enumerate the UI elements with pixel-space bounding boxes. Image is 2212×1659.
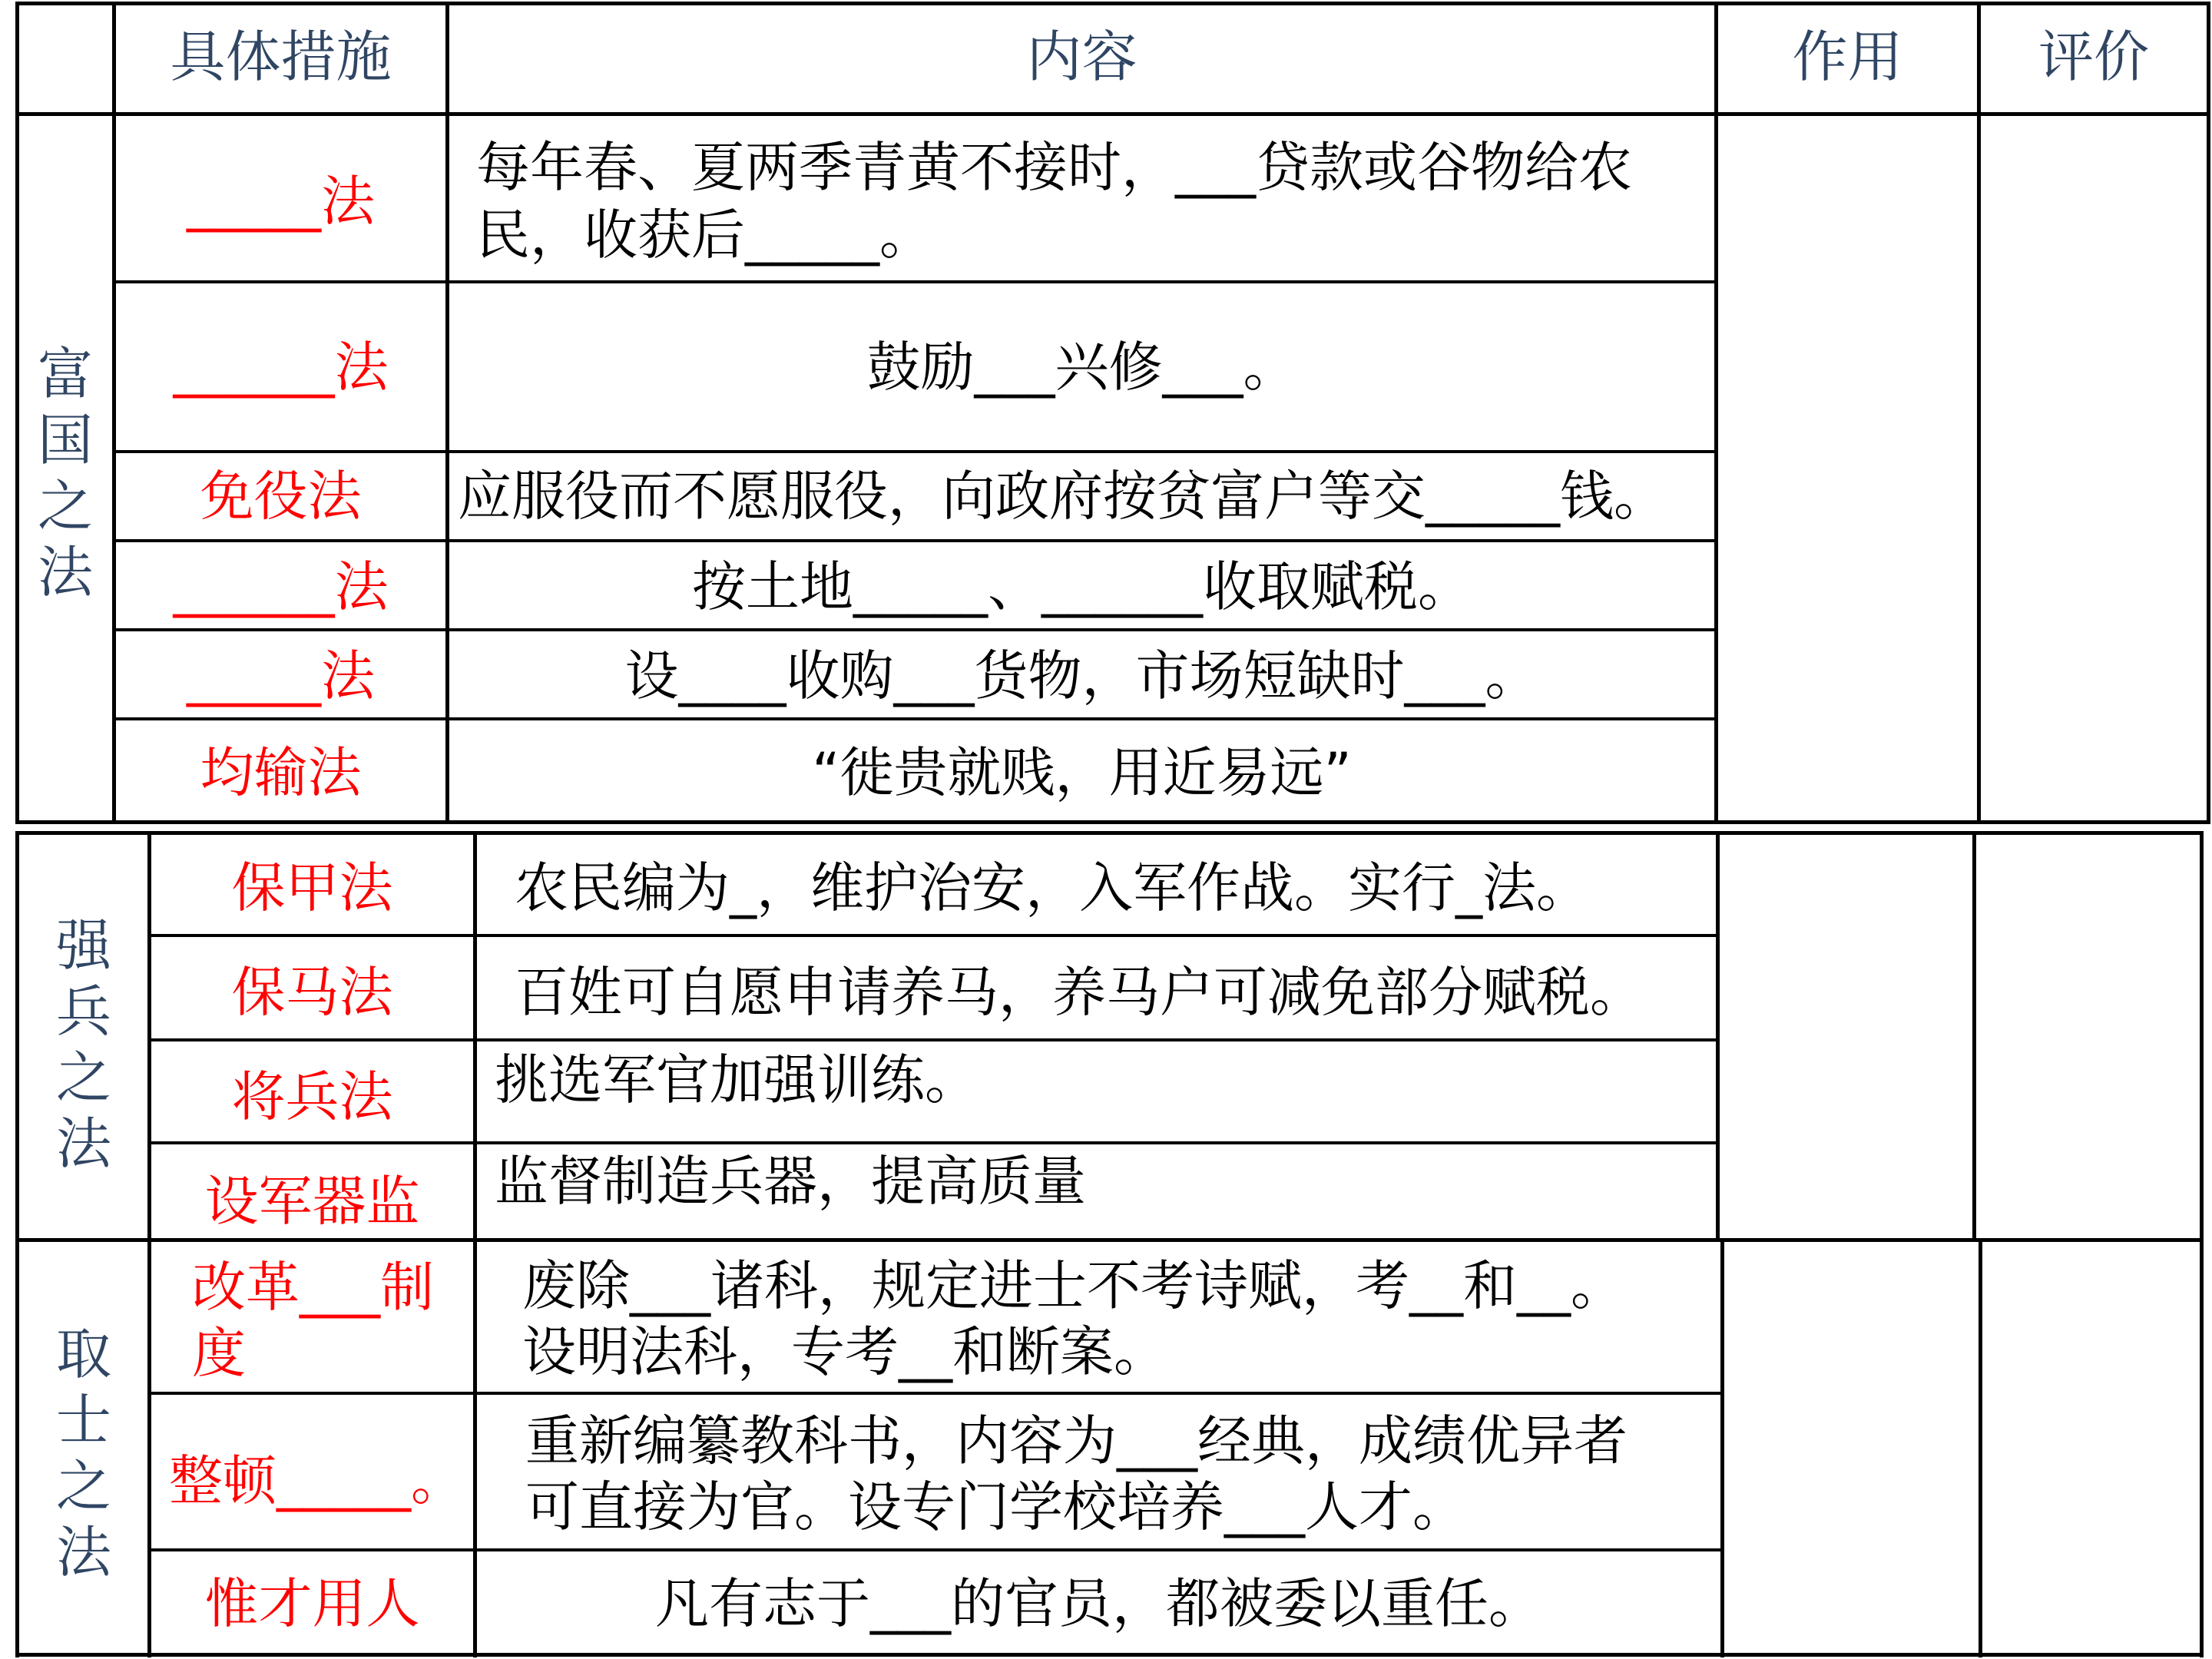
measure-cell: 整顿_____。 xyxy=(169,1449,465,1512)
header-content: 内容 xyxy=(1026,25,1137,89)
content-cell-line2: 民，收获后_____。 xyxy=(476,204,933,267)
group-label-fuguo: 富国之法 xyxy=(37,342,93,604)
content-cell: 按土地_____、______收取赋税。 xyxy=(692,555,1472,618)
header-evaluation: 评价 xyxy=(2038,25,2149,89)
measure-cell: 将兵法 xyxy=(231,1065,393,1128)
content-cell: 监督制造兵器，提高质量 xyxy=(495,1150,1086,1213)
content-cell: 百姓可自愿申请养马，养马户可减免部分赋税。 xyxy=(515,961,1644,1024)
measure-cell: 均输法 xyxy=(200,741,362,804)
measure-cell: 免役法 xyxy=(200,465,362,528)
measure-cell-line2: 度 xyxy=(192,1322,246,1385)
measure-cell-line1: 改革___制 xyxy=(192,1256,434,1319)
content-cell-line1: 每年春、夏两季青黄不接时，___贷款或谷物给农 xyxy=(476,136,1632,199)
measure-cell: 保甲法 xyxy=(231,856,393,919)
measure-cell: _____法 xyxy=(187,170,375,233)
measure-cell: ______法 xyxy=(173,555,389,618)
content-cell: 鼓励___兴修___。 xyxy=(866,336,1297,399)
content-cell-line1: 重新编纂教科书，内容为___经典，成绩优异者 xyxy=(525,1409,1628,1472)
content-cell-line2: 可直接为官。设专门学校培养___人才。 xyxy=(525,1475,1466,1538)
measure-cell: 设军器监 xyxy=(204,1170,420,1233)
content-cell: 挑选军官加强训练。 xyxy=(495,1048,979,1111)
content-cell: 设____收购___货物，市场短缺时___。 xyxy=(624,644,1539,707)
content-cell-line2: 设明法科，专考__和断案。 xyxy=(522,1320,1167,1383)
header-measures: 具体措施 xyxy=(170,25,392,89)
content-cell: 应服役而不愿服役，向政府按贫富户等交_____钱。 xyxy=(458,465,1667,528)
measure-cell: _____法 xyxy=(187,644,375,707)
measure-cell: 惟才用人 xyxy=(204,1572,420,1635)
content-cell: “徙贵就贱，用近易远” xyxy=(812,741,1352,804)
measure-cell: 保马法 xyxy=(231,961,393,1024)
header-effect: 作用 xyxy=(1792,25,1903,89)
group-label-qushi: 取士之法 xyxy=(55,1322,111,1584)
content-cell: 农民编为_，维护治安，入军作战。实行_法。 xyxy=(515,856,1590,919)
group-label-qiangbing: 强兵之法 xyxy=(55,913,111,1176)
content-cell: 凡有志于___的官员，都被委以重任。 xyxy=(655,1572,1542,1635)
measure-cell: ______法 xyxy=(173,336,389,399)
content-cell-line1: 废除___诸科，规定进士不考诗赋，考__和__。 xyxy=(522,1254,1624,1317)
